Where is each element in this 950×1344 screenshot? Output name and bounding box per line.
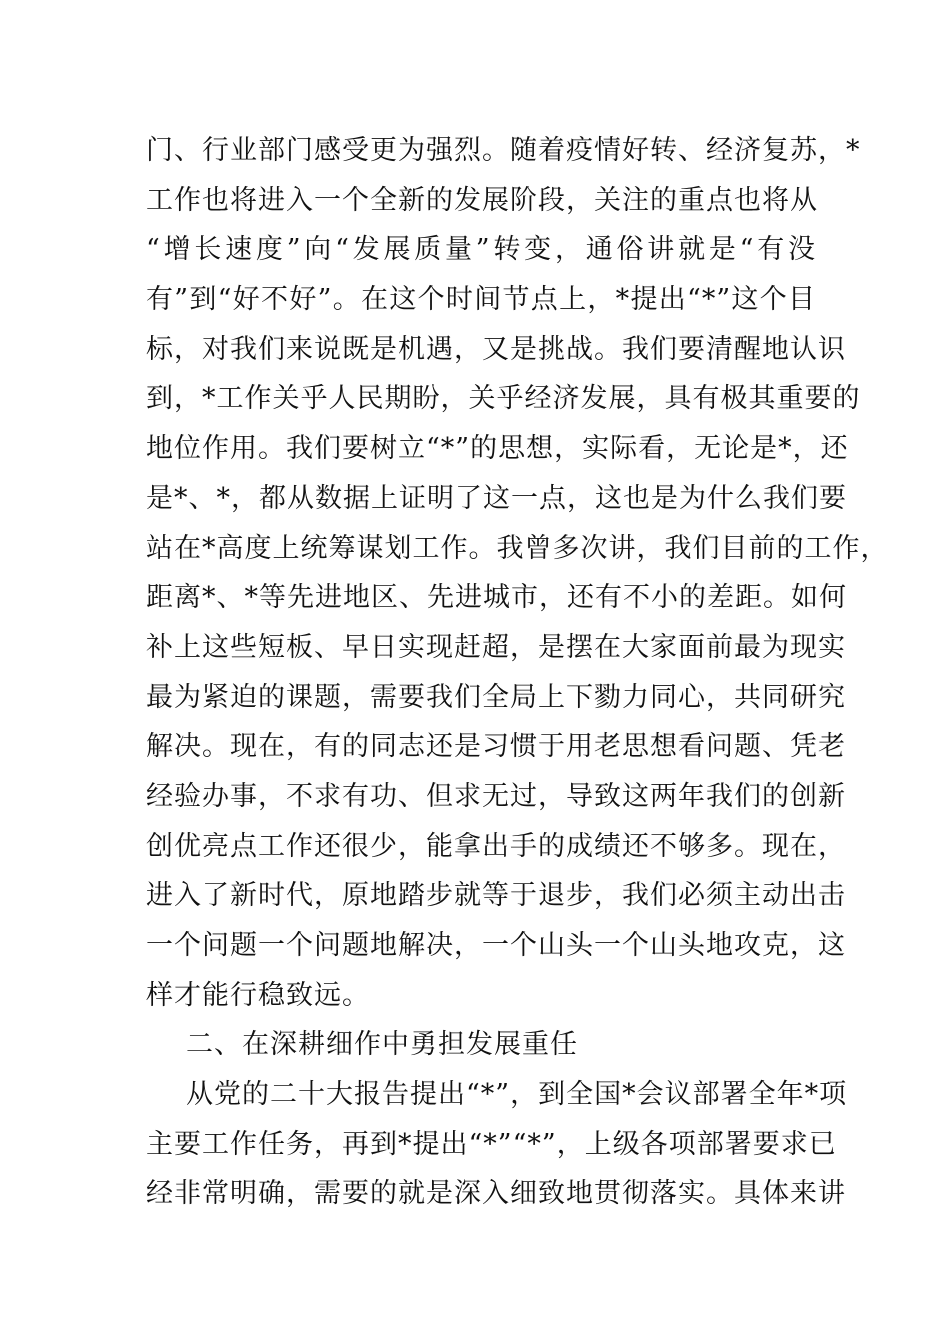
text-line: 主要工作任务，再到*提出“*”“*”，上级各项部署要求已 — [146, 1128, 837, 1160]
text-line: 最为紧迫的课题，需要我们全局上下勠力同心，共同研究 — [146, 681, 846, 713]
text-line: 标，对我们来说既是机遇，又是挑战。我们要清醒地认识 — [146, 333, 846, 365]
text-line: 到，*工作关乎人民期盼，关乎经济发展，具有极其重要的 — [146, 383, 861, 415]
text-line: 从党的二十大报告提出“*”，到全国*会议部署全年*项 — [186, 1079, 848, 1111]
text-line: 站在*高度上统筹谋划工作。我曾多次讲，我们目前的工作， — [146, 532, 889, 564]
text-line: 是*、*，都从数据上证明了这一点，这也是为什么我们要 — [146, 482, 847, 514]
text-line: 一个问题一个问题地解决，一个山头一个山头地攻克，这 — [146, 930, 846, 961]
text-line: 门、行业部门感受更为强烈。随着疫情好转、经济复苏，* — [146, 135, 861, 166]
text-line: 样才能行稳致远。 — [146, 979, 370, 1011]
section-heading: 二、在深耕细作中勇担发展重任 — [186, 1029, 578, 1061]
text-line: 有”到“好不好”。在这个时间节点上，*提出“*”这个目 — [146, 284, 816, 316]
text-line: 距离*、*等先进地区、先进城市，还有不小的差距。如何 — [146, 582, 847, 614]
text-line: “增长速度”向“发展质量”转变，通俗讲就是“有没 — [146, 234, 816, 266]
text-line: 解决。现在，有的同志还是习惯于用老思想看问题、凭老 — [146, 731, 846, 763]
text-line: 进入了新时代，原地踏步就等于退步，我们必须主动出击 — [146, 880, 846, 912]
text-line: 经非常明确，需要的就是深入细致地贯彻落实。具体来讲 — [146, 1178, 846, 1210]
document-body — [146, 126, 889, 1219]
text-line: 补上这些短板、早日实现赶超，是摆在大家面前最为现实 — [146, 631, 846, 663]
text-line: 地位作用。我们要树立“*”的思想，实际看，无论是*，还 — [146, 433, 849, 465]
text-line: 经验办事，不求有功、但求无过，导致这两年我们的创新 — [146, 780, 846, 812]
text-line: 创优亮点工作还很少，能拿出手的成绩还不够多。现在， — [146, 830, 846, 862]
text-line: 工作也将进入一个全新的发展阶段，关注的重点也将从 — [146, 184, 818, 216]
